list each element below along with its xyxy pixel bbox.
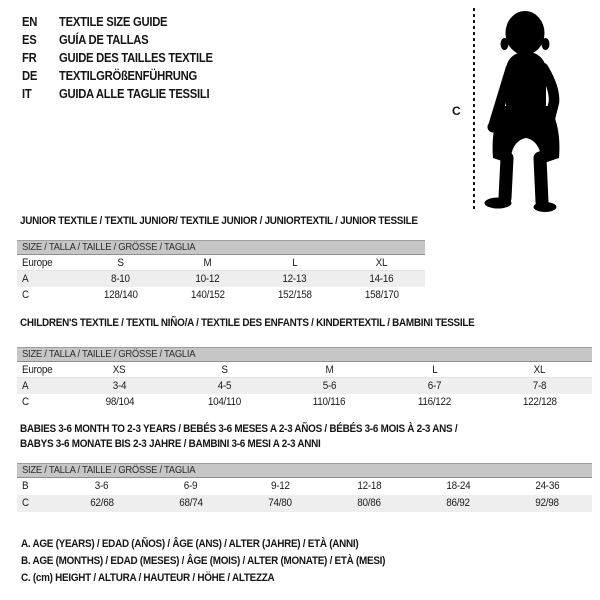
size-cell: 122/128 [522,396,557,408]
size-table-header: SIZE / TALLA / TAILLE / GRÖSSE / TAGLIA [17,347,592,362]
row-label: C [22,396,29,408]
size-cell: 68/74 [179,497,203,509]
size-cell: 116/122 [417,396,452,408]
row-label: C [22,289,29,301]
size-cell: 12-13 [282,273,307,285]
row-label: Europe [22,364,53,376]
row-label: B [22,480,29,492]
babies-size-table [17,463,592,512]
size-cell: 92/98 [535,497,560,509]
language-code: DE [22,69,38,83]
language-row [22,49,230,67]
babies-section-title: BABIES 3-6 MONTH TO 2-3 YEARS / BEBÉS 3-6 MESES A 2-3 AÑOS / BÉBÉS 3-6 MOIS À 2-3 ANS / BABYS 3-6 MONATE BIS 2-3 JAHRE / BAMBINI 3-6 MESI A 2-3 ANNI [20,423,458,450]
language-code: EN [22,15,38,29]
toddler-silhouette-icon [483,8,579,212]
size-cell: 140/152 [190,289,225,301]
size-cell: S [221,364,228,376]
row-label: A [22,380,29,392]
size-cell: 110/116 [313,396,346,408]
size-cell: 10-12 [195,273,220,285]
row-label: A [22,273,29,285]
height-dashed-line [473,8,475,212]
size-cell: 86/92 [446,497,470,509]
junior-section-title: JUNIOR TEXTILE / TEXTIL JUNIOR/ TEXTILE JUNIOR / JUNIORTEXTIL / JUNIOR TESSILE [20,215,418,227]
language-title: GUIDA ALLE TAGLIE TESSILI [59,87,210,101]
legend-line-a: A. AGE (YEARS) / EDAD (AÑOS) / ÂGE (ANS) / ALTER (JAHRE) / ETÀ (ANNI) [21,538,359,550]
row-label: Europe [22,257,53,269]
size-table-header: SIZE / TALLA / TAILLE / GRÖSSE / TAGLIA [17,240,425,255]
size-cell: 3-4 [112,380,127,392]
size-cell: 5-6 [322,380,337,392]
size-cell: 24-36 [535,480,560,492]
table-row-a [17,271,425,287]
size-cell: 128/140 [103,289,138,301]
table-row-a [17,378,592,394]
row-label: C [22,497,29,509]
language-row [22,85,230,103]
size-cell: 62/68 [89,497,114,509]
size-cell: L [431,364,438,376]
size-cell: 12-18 [357,480,382,492]
size-cell: 80/86 [357,497,381,509]
table-row-europe [17,362,592,378]
language-code: ES [22,33,37,47]
language-row [22,13,230,31]
size-cell: 6-7 [427,380,442,392]
table-row-c [17,287,425,303]
language-row [22,67,230,85]
table-row-europe [17,255,425,271]
size-table-header: SIZE / TALLA / TAILLE / GRÖSSE / TAGLIA [17,463,592,478]
junior-size-table [17,240,425,303]
language-row [22,31,230,49]
size-cell: L [291,257,298,269]
size-cell: S [117,257,124,269]
size-cell: M [325,364,334,376]
size-cell: XL [533,364,546,376]
size-cell: 104/110 [207,396,242,408]
table-row-c [17,495,592,512]
language-title: TEXTILE SIZE GUIDE [59,15,168,29]
size-cell: XL [375,257,388,269]
table-row-b [17,478,592,495]
size-cell: 8-10 [111,273,130,285]
size-cell: 18-24 [446,480,471,492]
language-title: GUIDE DES TAILLES TEXTILE [59,51,213,65]
language-code: IT [22,87,32,101]
size-cell: 4-5 [217,380,232,392]
size-cell: XS [113,364,126,376]
language-title-list [22,13,230,103]
size-cell: 152/158 [277,289,312,301]
size-cell: 98/104 [105,396,134,408]
language-code: FR [22,51,37,65]
language-title: TEXTILGRÖßENFÜHRUNG [59,69,197,83]
measure-legend [21,536,426,587]
size-cell: 14-16 [369,273,394,285]
language-title: GUÍA DE TALLAS [59,33,149,47]
size-cell: 6-9 [184,480,198,492]
height-label: C [452,104,461,118]
children-section-title: CHILDREN'S TEXTILE / TEXTIL NIÑO/A / TEXTILE DES ENFANTS / KINDERTEXTIL / BAMBINI TESSILE [20,317,475,329]
size-cell: 7-8 [532,380,547,392]
table-row-c [17,394,592,410]
size-cell: 158/170 [364,289,399,301]
legend-line-b: B. AGE (MONTHS) / EDAD (MESES) / ÂGE (MOIS) / ALTER (MONATE) / ETÀ (MESI) [21,555,386,567]
size-cell: 3-6 [94,480,109,492]
legend-line-c: C. (cm) HEIGHT / ALTURA / HAUTEUR / HÖHE / ALTEZZA [21,572,275,584]
size-cell: M [203,257,212,269]
size-cell: 74/80 [268,497,292,509]
children-size-table [17,347,592,410]
size-cell: 9-12 [270,480,290,492]
